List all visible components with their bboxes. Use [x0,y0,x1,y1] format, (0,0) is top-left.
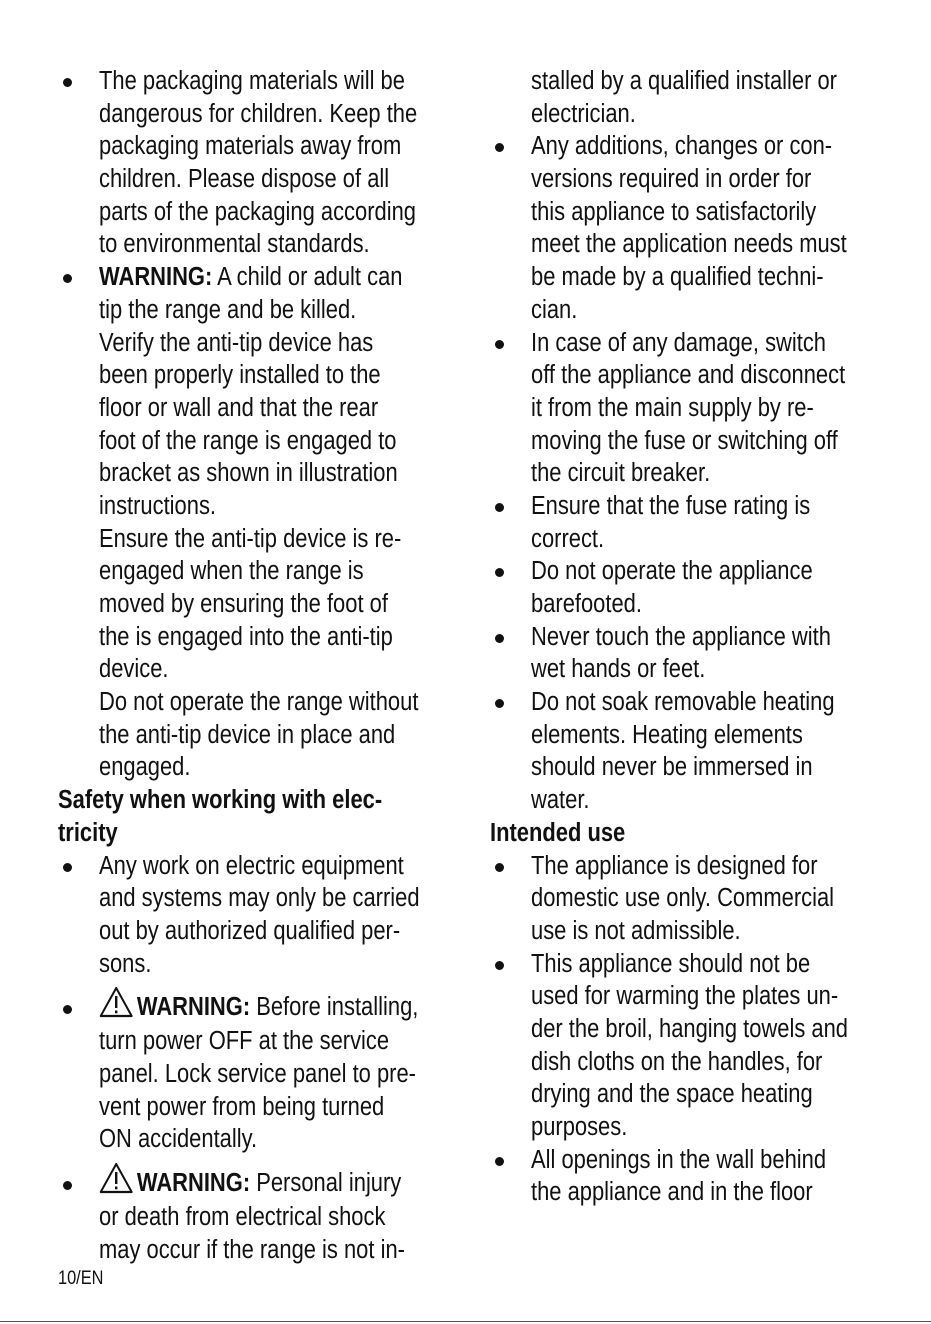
text-line: packaging materials away from [99,132,402,161]
text-line: instructions. [99,491,217,520]
text-line: and systems may only be carried [99,884,420,913]
list-item [490,490,890,555]
text-line: Ensure the anti-tip device is re- [99,524,402,553]
text-line: floor or wall and that the rear [99,393,379,422]
warning-text: A child or adult can [212,263,403,292]
text-line: ON accidentally. [99,1125,258,1154]
text-line: versions required in order for [531,165,812,194]
warning-text: Before installing, [250,993,419,1022]
text-line [99,261,403,294]
text-line: bracket as shown in illustration [99,459,398,488]
text-line: Do not operate the appliance [531,557,813,586]
page-number: 10/EN [58,1268,104,1289]
text-line: correct. [531,524,605,553]
text-line: engaged. [99,753,191,782]
list-item [490,1144,890,1209]
text-line: Do not operate the range without [99,688,419,717]
text-line: cian. [531,295,578,324]
list-item [490,130,890,326]
text-line: In case of any damage, switch [531,328,827,357]
text-line: the is engaged into the anti-tip [99,622,393,651]
bullet-icon [495,699,504,708]
text-line: vent power from being turned [99,1092,385,1121]
list-item [58,65,448,261]
text-line: out by authorized qualified per- [99,916,401,945]
text-line: All openings in the wall behind [531,1145,827,1174]
text-line: meet the application needs must [531,230,847,259]
list-item [490,621,890,686]
warning-text: Personal injury [250,1169,402,1197]
left-column [58,65,448,1266]
bullet-icon [495,634,504,643]
text-line: der the broil, hanging towels and [531,1014,848,1043]
text-line: the appliance and in the floor [531,1178,813,1207]
bullet-icon [63,1005,72,1014]
bullet-icon [495,961,504,970]
bullet-icon [495,143,504,152]
text-line: water. [531,786,590,815]
text-line: sons. [99,949,152,978]
text-line: Ensure that the fuse rating is [531,491,811,520]
section-heading [58,784,448,849]
text-line: engaged when the range is [99,557,364,586]
text-line: off the appliance and disconnect [531,361,846,390]
text-line: This appliance should not be [531,949,811,978]
heading-line: Safety when working with elec- [58,786,383,815]
text-line: panel. Lock service panel to pre- [99,1059,416,1088]
list-item [58,986,448,1156]
list-item-continuation [490,65,890,130]
text-line: tip the range and be killed. [99,295,357,324]
text-line: been properly installed to the [99,361,381,390]
text-line: Any additions, changes or con- [531,132,833,161]
bullet-icon [63,1181,72,1190]
text-line: or death from electrical shock [99,1203,386,1231]
text-line: be made by a qualified techni- [531,263,824,292]
bullet-icon [495,863,504,872]
warning-label: WARNING: [136,1169,251,1197]
text-line: stalled by a qualified installer or [531,67,837,95]
list-item [490,948,890,1144]
list-item [490,327,890,490]
text-line: domestic use only. Commercial [531,884,835,913]
bullet-icon [63,274,72,283]
list-item [490,555,890,620]
text-line: foot of the range is engaged to [99,426,397,455]
list-item [58,1162,448,1266]
text-line: it from the main supply by re- [531,393,814,422]
text-line: purposes. [531,1113,628,1141]
warning-label: WARNING: [99,263,213,292]
text-line: wet hands or feet. [531,655,706,684]
list-item [490,686,890,817]
bullet-icon [495,1157,504,1166]
text-line: Any work on electric equipment [99,851,404,880]
text-line [99,986,419,1025]
text-line: children. Please dispose of all [99,165,390,194]
warning-triangle-icon [99,1162,133,1194]
warning-triangle-icon [99,986,133,1018]
text-line: used for warming the plates un- [531,982,839,1011]
text-line: parts of the packaging according [99,197,416,226]
bullet-icon [495,568,504,577]
text-line [99,1162,402,1201]
text-line: use is not admissible. [531,916,741,945]
section-heading [490,817,890,850]
warning-label: WARNING: [136,993,251,1022]
text-line: the circuit breaker. [531,459,711,488]
list-item [490,850,890,948]
text-line: elements. Heating elements [531,720,803,749]
text-line: moved by ensuring the foot of [99,590,388,618]
text-line: device. [99,655,169,684]
text-line: drying and the space heating [531,1080,813,1109]
text-line: to environmental standards. [99,230,370,259]
text-line: turn power OFF at the service [99,1027,390,1056]
bullet-icon [63,863,72,872]
text-line: the anti-tip device in place and [99,720,396,749]
bottom-divider [0,1321,931,1322]
bullet-icon [63,78,72,87]
text-line: this appliance to satisfactorily [531,197,817,226]
text-line: Do not soak removable heating [531,688,835,717]
text-line: The packaging materials will be [99,67,405,95]
bullet-icon [495,503,504,512]
text-line: Never touch the appliance with [531,622,831,651]
text-line: may occur if the range is not in- [99,1235,405,1264]
text-line: dish cloths on the handles, for [531,1047,823,1076]
right-column [490,65,890,1209]
heading-line: Intended use [490,818,626,847]
bullet-icon [495,340,504,349]
list-item [58,850,448,981]
text-line: should never be immersed in [531,753,813,782]
list-item [58,261,448,784]
heading-line: tricity [58,818,118,847]
text-line: dangerous for children. Keep the [99,99,418,128]
text-line: moving the fuse or switching off [531,426,838,455]
text-line: electrician. [531,99,636,128]
text-line: barefooted. [531,590,642,618]
text-line: Verify the anti-tip device has [99,328,374,357]
text-line: The appliance is designed for [531,851,818,880]
